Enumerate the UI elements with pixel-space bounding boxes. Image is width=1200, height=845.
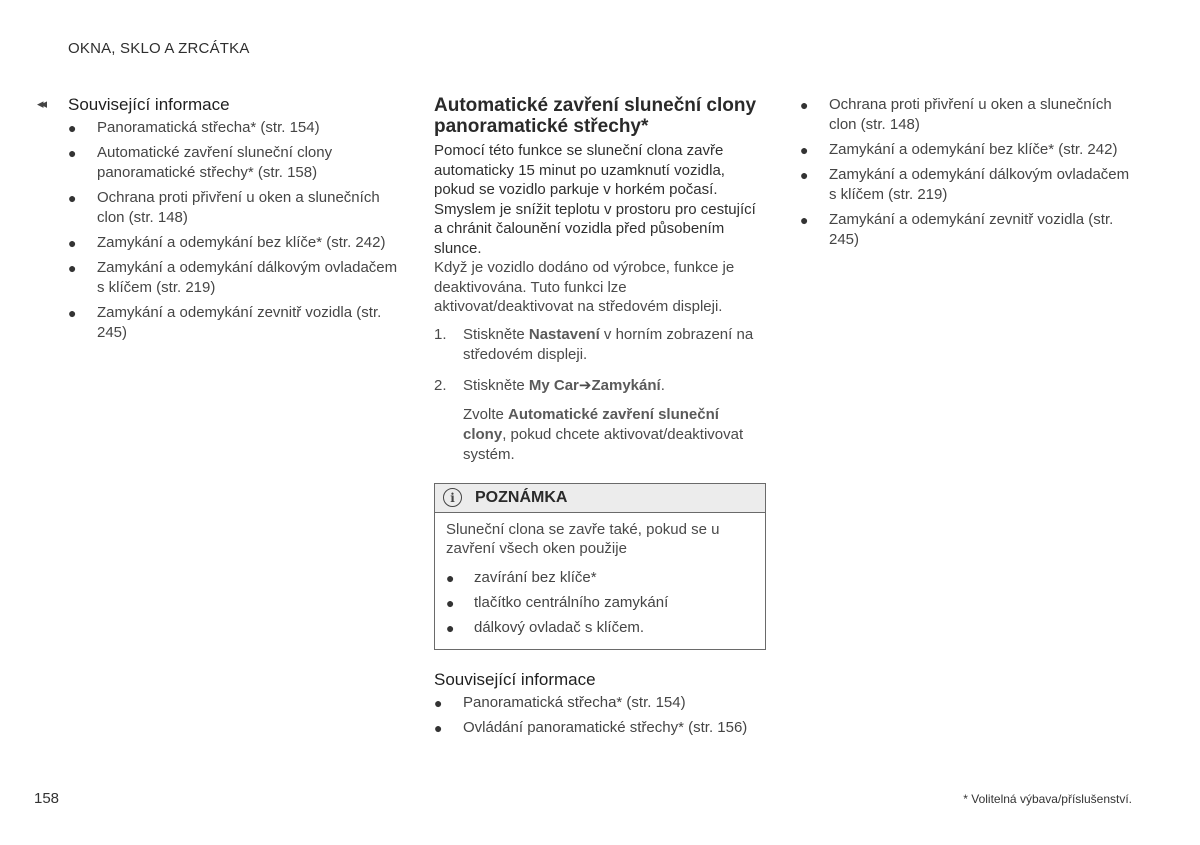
list-item[interactable]: ● Ochrana proti přivření u oken a slunečních clon (str. 148)	[68, 189, 380, 226]
list-item[interactable]: ● Ovládání panoramatické střechy* (str. 156)	[434, 718, 748, 736]
bullet-icon: ●	[68, 235, 77, 251]
related-info-list-continued	[800, 95, 1130, 250]
note-body	[435, 513, 765, 649]
list-item: ● zavírání bez klíče*	[446, 568, 597, 586]
list-item[interactable]: ● Zamykání a odemykání bez klíče* (str. 242)	[68, 234, 386, 251]
list-item[interactable]: ● Panoramatická střecha* (str. 154)	[68, 119, 320, 136]
bullet-icon: ●	[68, 145, 77, 161]
list-item[interactable]: ● Panoramatická střecha* (str. 154)	[434, 693, 686, 711]
left-column	[37, 95, 398, 348]
bullet-icon: ●	[800, 212, 809, 228]
bullet-icon: ●	[800, 97, 809, 113]
body-paragraph: Když je vozidlo dodáno od výrobce, funkce je deaktivována. Tuto funkci lze aktivovat/deaktivovat na středovém displeji.	[434, 259, 735, 315]
menu-label: My Car	[528, 376, 579, 394]
article-title: Automatické zavření sluneční clony panoramatické střechy*	[434, 95, 757, 137]
related-info-list	[434, 693, 766, 738]
info-icon: i	[443, 488, 462, 507]
right-column	[800, 95, 1130, 255]
list-item[interactable]: ● Ochrana proti přivření u oken a slunečních clon (str. 148)	[800, 96, 1112, 133]
note-header	[435, 484, 765, 513]
bullet-icon: ●	[434, 719, 443, 736]
related-info-list	[68, 118, 398, 343]
running-head: OKNA, SKLO A ZRCÁTKA	[68, 40, 250, 57]
menu-label: Automatické zavření sluneční clony	[463, 405, 719, 443]
list-item: ● dálkový ovladač s klíčem.	[446, 618, 645, 636]
list-item[interactable]: ● Zamykání a odemykání bez klíče* (str. 242)	[800, 141, 1118, 158]
bullet-icon: ●	[800, 142, 809, 158]
note-box	[434, 483, 766, 650]
related-info-heading: Související informace	[434, 669, 596, 689]
list-item[interactable]: ● Zamykání a odemykání dálkovým ovladačem s klíčem (str. 219)	[800, 166, 1130, 203]
bullet-icon: ●	[68, 260, 77, 276]
bullet-icon: ●	[68, 120, 77, 136]
step-extra-text: Zvolte Automatické zavření sluneční clony, pokud chcete aktivovat/deaktivovat systém.	[463, 405, 744, 463]
page-number: 158	[34, 790, 60, 807]
list-item[interactable]: ● Zamykání a odemykání dálkovým ovladačem s klíčem (str. 219)	[68, 259, 398, 296]
middle-column	[434, 95, 766, 743]
bullet-icon: ●	[800, 167, 809, 183]
list-item[interactable]: ● Automatické zavření sluneční clony panoramatické střechy* (str. 158)	[68, 144, 333, 181]
note-title: POZNÁMKA	[475, 488, 568, 506]
note-list	[446, 568, 755, 638]
arrow-right-icon: ➔	[578, 376, 592, 394]
list-item: ● tlačítko centrálního zamykání	[446, 593, 669, 611]
bullet-icon: ●	[446, 594, 455, 611]
step-item: 2. Stiskněte My Car➔Zamykání.	[434, 376, 665, 394]
menu-label: Zamykání	[591, 376, 661, 394]
bullet-icon: ●	[446, 619, 455, 636]
lead-paragraph: Pomocí této funkce se sluneční clona zavře automaticky 15 minut po uzamknutí vozidla, pokud se vozidlo parkuje v horkém počasí. Smyslem je snížit teplotu v prostoru pro cestující a chránit čalounění vozidla před působením slunce.	[434, 142, 756, 257]
bullet-icon: ●	[446, 569, 455, 586]
bullet-icon: ●	[68, 305, 77, 321]
back-arrows-icon[interactable]: ◂◂	[37, 96, 45, 111]
step-number: 2.	[434, 376, 447, 394]
list-item[interactable]: ● Zamykání a odemykání zevnitř vozidla (str. 245)	[68, 304, 382, 341]
related-info-heading: Související informace	[68, 95, 230, 114]
footnote: * Volitelná výbava/příslušenství.	[963, 792, 1132, 806]
step-number: 1.	[434, 325, 447, 343]
bullet-icon: ●	[68, 190, 77, 206]
step-item: 1. Stiskněte Nastavení v horním zobrazení na středovém displeji.	[434, 325, 754, 363]
bullet-icon: ●	[434, 694, 443, 711]
note-text: Sluneční clona se zavře také, pokud se u zavření všech oken použije	[446, 520, 720, 557]
steps-list	[434, 325, 766, 396]
menu-label: Nastavení	[528, 325, 600, 343]
list-item[interactable]: ● Zamykání a odemykání zevnitř vozidla (str. 245)	[800, 211, 1114, 248]
